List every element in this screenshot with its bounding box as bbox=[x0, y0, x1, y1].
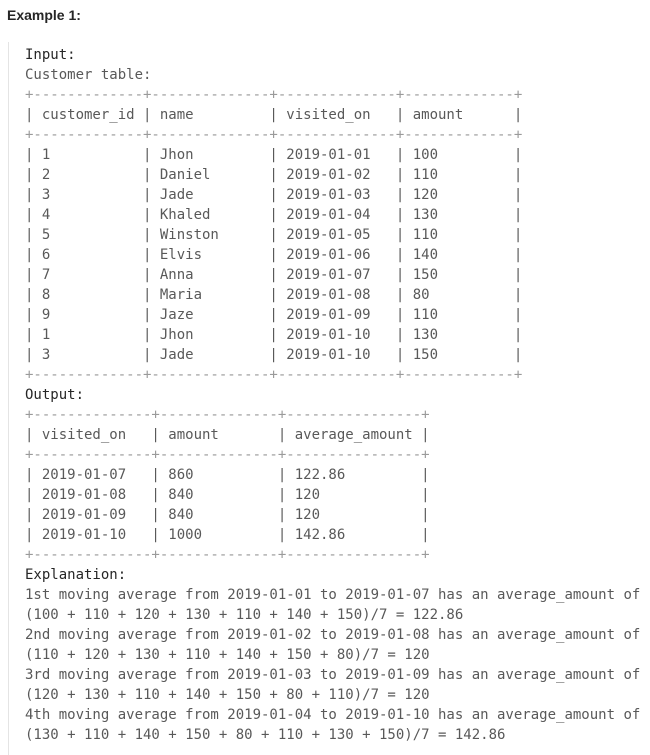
example-code bbox=[25, 45, 640, 745]
explanation-line: 4th moving average from 2019-01-04 to 2019-01-10 has an average_amount of bbox=[25, 707, 641, 723]
output-table-row: | 2019-01-08 | 840 | 120 | bbox=[25, 487, 430, 503]
customer-table-row: | 4 | Khaled | 2019-01-04 | 130 | bbox=[25, 207, 523, 223]
output-label: Output: bbox=[25, 387, 85, 403]
customer-table-row: | 3 | Jade | 2019-01-10 | 150 | bbox=[25, 347, 523, 363]
customer-table-row: | 6 | Elvis | 2019-01-06 | 140 | bbox=[25, 247, 523, 263]
customer-table-row: | 8 | Maria | 2019-01-08 | 80 | bbox=[25, 287, 523, 303]
example-code-block bbox=[8, 42, 650, 755]
output-table-header: | visited_on | amount | average_amount | bbox=[25, 427, 430, 443]
customer-table-bottom-border: +-------------+--------------+--------------+-------------+ bbox=[25, 367, 523, 383]
output-table-top-border: +--------------+--------------+----------------+ bbox=[25, 407, 430, 423]
explanation-line: 1st moving average from 2019-01-01 to 2019-01-07 has an average_amount of bbox=[25, 587, 641, 603]
customer-table-row: | 9 | Jaze | 2019-01-09 | 110 | bbox=[25, 307, 523, 323]
customer-table-header: | customer_id | name | visited_on | amount | bbox=[25, 107, 523, 123]
customer-table-header-border: +-------------+--------------+--------------+-------------+ bbox=[25, 127, 523, 143]
customer-table-row: | 7 | Anna | 2019-01-07 | 150 | bbox=[25, 267, 523, 283]
explanation-label: Explanation: bbox=[25, 567, 127, 583]
output-table-header-border: +--------------+--------------+----------------+ bbox=[25, 447, 430, 463]
customer-table-row: | 5 | Winston | 2019-01-05 | 110 | bbox=[25, 227, 523, 243]
explanation-line: 3rd moving average from 2019-01-03 to 2019-01-09 has an average_amount of bbox=[25, 667, 641, 683]
table-name: Customer table: bbox=[25, 67, 152, 83]
customer-table-row: | 3 | Jade | 2019-01-03 | 120 | bbox=[25, 187, 523, 203]
customer-table-top-border: +-------------+--------------+--------------+-------------+ bbox=[25, 87, 523, 103]
example-heading: Example 1: bbox=[7, 7, 81, 23]
explanation-line: (130 + 110 + 140 + 150 + 80 + 110 + 130 + 150)/7 = 142.86 bbox=[25, 727, 506, 743]
customer-table-row: | 1 | Jhon | 2019-01-10 | 130 | bbox=[25, 327, 523, 343]
customer-table-row: | 2 | Daniel | 2019-01-02 | 110 | bbox=[25, 167, 523, 183]
explanation-line: (120 + 130 + 110 + 140 + 150 + 80 + 110)/7 = 120 bbox=[25, 687, 430, 703]
input-label: Input: bbox=[25, 47, 76, 63]
explanation-line: (100 + 110 + 120 + 130 + 110 + 140 + 150)/7 = 122.86 bbox=[25, 607, 464, 623]
output-table-row: | 2019-01-10 | 1000 | 142.86 | bbox=[25, 527, 430, 543]
output-table-row: | 2019-01-07 | 860 | 122.86 | bbox=[25, 467, 430, 483]
customer-table-row: | 1 | Jhon | 2019-01-01 | 100 | bbox=[25, 147, 523, 163]
explanation-line: 2nd moving average from 2019-01-02 to 2019-01-08 has an average_amount of bbox=[25, 627, 641, 643]
explanation-line: (110 + 120 + 130 + 110 + 140 + 150 + 80)/7 = 120 bbox=[25, 647, 430, 663]
output-table-bottom-border: +--------------+--------------+----------------+ bbox=[25, 547, 430, 563]
output-table-row: | 2019-01-09 | 840 | 120 | bbox=[25, 507, 430, 523]
